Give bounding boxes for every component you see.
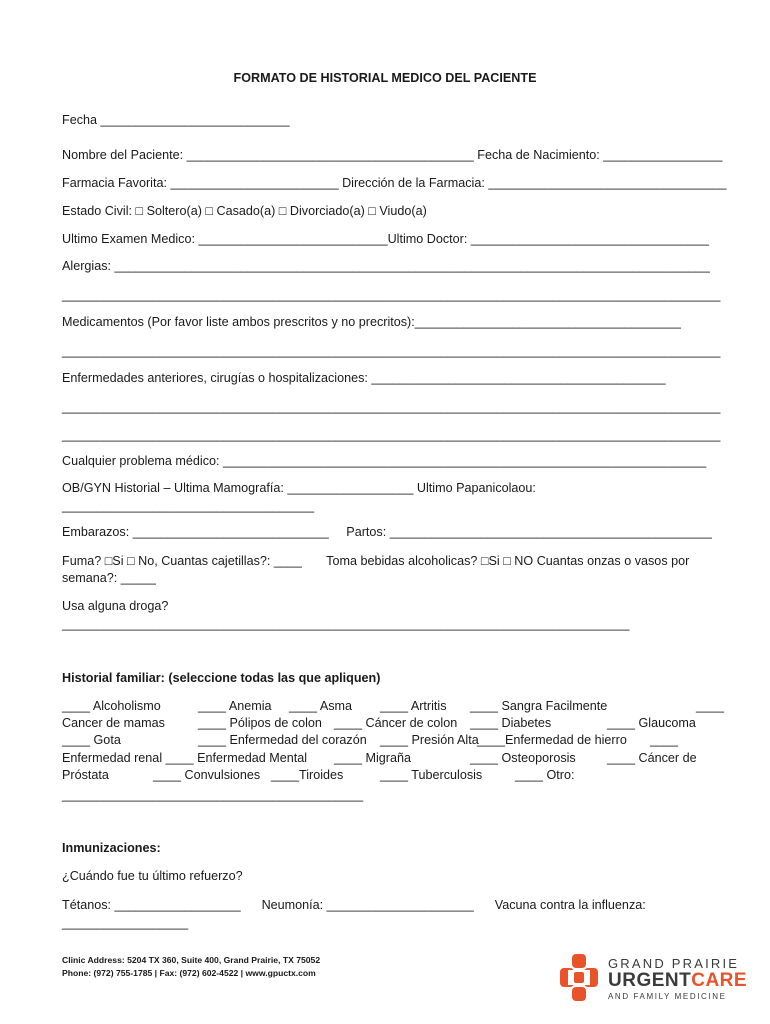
- inmunizaciones-heading: Inmunizaciones:: [62, 841, 161, 855]
- influenza-line[interactable]: __________________: [62, 916, 189, 930]
- logo-grand-prairie: GRAND PRAIRIE: [608, 956, 740, 971]
- farmacia-field[interactable]: Farmacia Favorita: ________________________ Dirección de la Farmacia: __________________________________: [62, 176, 727, 190]
- form-title: FORMATO DE HISTORIAL MEDICO DEL PACIENTE: [233, 71, 537, 85]
- fh-cancer-mamas: Cancer de mamas: [62, 716, 165, 730]
- blank-line[interactable]: ______________________________________________________________________________________________: [62, 344, 721, 358]
- fh-sangra[interactable]: ____ Sangra Facilmente: [470, 699, 608, 713]
- logo-urgent: URGENT: [608, 970, 692, 991]
- fh-asma[interactable]: ____ Asma: [289, 699, 353, 713]
- blank-line[interactable]: ______________________________________________________________________________________________: [62, 400, 721, 414]
- logo-urgent-care: [608, 970, 747, 992]
- fh-blank[interactable]: ____: [650, 733, 679, 747]
- fh-convulsiones[interactable]: ____ Convulsiones: [153, 768, 261, 782]
- fh-hierro[interactable]: ____Enfermedad de hierro: [477, 733, 627, 747]
- fh-polipos[interactable]: ____ Pólipos de colon: [198, 716, 322, 730]
- footer-phone: Phone: (972) 755-1785 | Fax: (972) 602-4522 | www.gpuctx.com: [62, 968, 316, 978]
- tetanos-field[interactable]: Tétanos: __________________ Neumonía: _____________________ Vacuna contra la influenza:: [62, 898, 646, 912]
- fh-tuberculosis[interactable]: ____ Tuberculosis: [380, 768, 483, 782]
- semana-field[interactable]: semana?: _____: [62, 571, 156, 585]
- nombre-field[interactable]: Nombre del Paciente: _________________________________________ Fecha de Nacimiento: _________________: [62, 148, 723, 162]
- enfermedades-field[interactable]: Enfermedades anteriores, cirugías o hospitalizaciones: __________________________________________: [62, 371, 666, 385]
- estado-civil-field[interactable]: Estado Civil: □ Soltero(a) □ Casado(a) □ Divorciado(a) □ Viudo(a): [62, 204, 427, 218]
- fh-anemia[interactable]: ____ Anemia: [198, 699, 272, 713]
- embarazos-field[interactable]: Embarazos: ____________________________ Partos: ______________________________________________: [62, 525, 712, 539]
- fh-glaucoma[interactable]: ____ Glaucoma: [607, 716, 696, 730]
- examen-field[interactable]: Ultimo Examen Medico: ___________________________Ultimo Doctor: __________________________________: [62, 232, 709, 246]
- fh-artritis[interactable]: ____ Artritis: [380, 699, 447, 713]
- fecha-field[interactable]: Fecha ___________________________: [62, 113, 290, 127]
- logo-family-medicine: AND FAMILY MEDICINE: [608, 992, 727, 1001]
- fh-corazon[interactable]: ____ Enfermedad del corazón: [198, 733, 367, 747]
- fh-gota[interactable]: ____ Gota: [62, 733, 121, 747]
- fh-alcoholismo[interactable]: ____ Alcoholismo: [62, 699, 161, 713]
- fh-migrana[interactable]: ____ Migraña: [334, 751, 412, 765]
- fh-otro[interactable]: ____ Otro:: [515, 768, 575, 782]
- fh-otro-line[interactable]: ___________________________________________: [62, 788, 364, 802]
- fh-tiroides[interactable]: ____Tiroides: [271, 768, 344, 782]
- fh-renal-mental[interactable]: Enfermedad renal ____ Enfermedad Mental: [62, 751, 308, 765]
- fh-presion[interactable]: ____ Presión Alta: [380, 733, 479, 747]
- familiar-heading: Historial familiar: (seleccione todas las que apliquen): [62, 671, 381, 685]
- fh-osteoporosis[interactable]: ____ Osteoporosis: [470, 751, 576, 765]
- blank-line[interactable]: ______________________________________________________________________________________________: [62, 288, 721, 302]
- cualquier-problema-field[interactable]: Cualquier problema médico: _____________________________________________________________________: [62, 454, 707, 468]
- refuerzo-question: ¿Cuándo fue tu último refuerzo?: [62, 869, 243, 883]
- alergias-field[interactable]: Alergias: _____________________________________________________________________________________: [62, 259, 710, 273]
- footer-address: Clinic Address: 5204 TX 360, Suite 400, Grand Prairie, TX 75052: [62, 955, 321, 965]
- fh-cancer-prostata[interactable]: ____ Cáncer de: [607, 751, 697, 765]
- obgyn-continuation[interactable]: ____________________________________: [62, 499, 315, 513]
- medicamentos-field[interactable]: Medicamentos (Por favor liste ambos prescritos y no precritos):______________________________________: [62, 315, 681, 329]
- fh-diabetes[interactable]: ____ Diabetes: [470, 716, 552, 730]
- fh-prostata: Próstata: [62, 768, 109, 782]
- fuma-field[interactable]: Fuma? □Si □ No, Cuantas cajetillas?: ____ Toma bebidas alcoholicas? □Si □ NO Cuantas onzas o vasos por: [62, 554, 690, 568]
- fh-cancer-colon[interactable]: ____ Cáncer de colon: [334, 716, 458, 730]
- fh-blank[interactable]: ____: [696, 699, 725, 713]
- droga-line[interactable]: _________________________________________________________________________________: [62, 617, 630, 631]
- blank-line[interactable]: ______________________________________________________________________________________________: [62, 428, 721, 442]
- droga-question: Usa alguna droga?: [62, 599, 169, 613]
- logo-care: CARE: [691, 970, 748, 991]
- obgyn-field[interactable]: OB/GYN Historial – Ultima Mamografía: __________________ Ultimo Papanicolaou:: [62, 481, 536, 495]
